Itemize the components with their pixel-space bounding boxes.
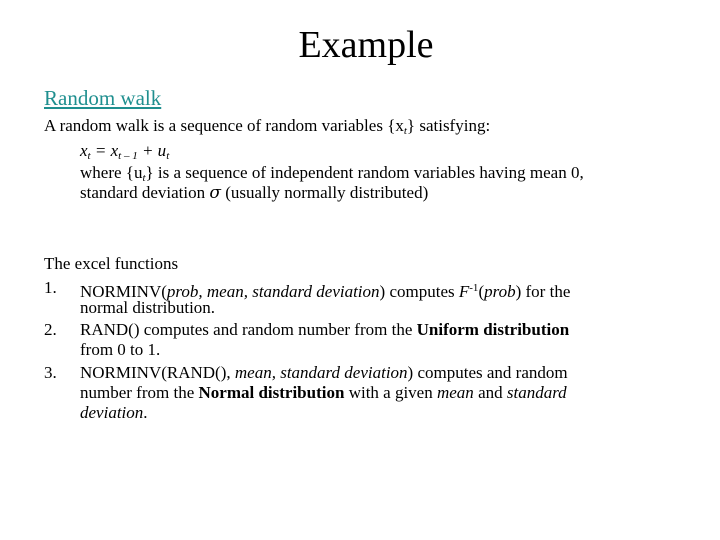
std-deviation-line: standard deviation σ (usually normally distributed): [80, 183, 429, 203]
list-item-norminv-rand-cont: number from the Normal distribution with a given mean and standard: [80, 383, 567, 402]
list-item-number: 1.: [44, 278, 57, 297]
list-item-norminv: NORMINV(prob, mean, standard deviation) computes $F^{-1}(prob)$ for the: [80, 282, 571, 301]
functions-heading: The excel functions: [44, 254, 179, 273]
slide-title: Example: [298, 24, 434, 66]
list-item-rand-cont: from 0 to 1.: [80, 340, 161, 359]
random-walk-link[interactable]: Random walk: [44, 86, 162, 110]
definition-line: A random walk is a sequence of random variables $\{x_t\}$ satisfying:: [44, 116, 491, 137]
random-walk-equation: $x_t = x_{t - 1} + u_t$: [80, 141, 170, 162]
list-item-number: 3.: [44, 363, 57, 382]
list-item-number: 2.: [44, 320, 57, 339]
where-line: where $\{u_t\}$ is a sequence of independent random variables having mean 0,: [80, 163, 584, 184]
list-item-norminv-rand-end: deviation.: [80, 403, 148, 422]
list-item-norminv-rand: NORMINV(RAND(), mean, standard deviation) computes and random: [80, 363, 568, 382]
sigma-symbol: σ: [209, 183, 221, 203]
list-item-norminv-cont: normal distribution.: [80, 298, 216, 317]
list-item-rand: RAND() computes and random number from the Uniform distribution: [80, 320, 570, 339]
